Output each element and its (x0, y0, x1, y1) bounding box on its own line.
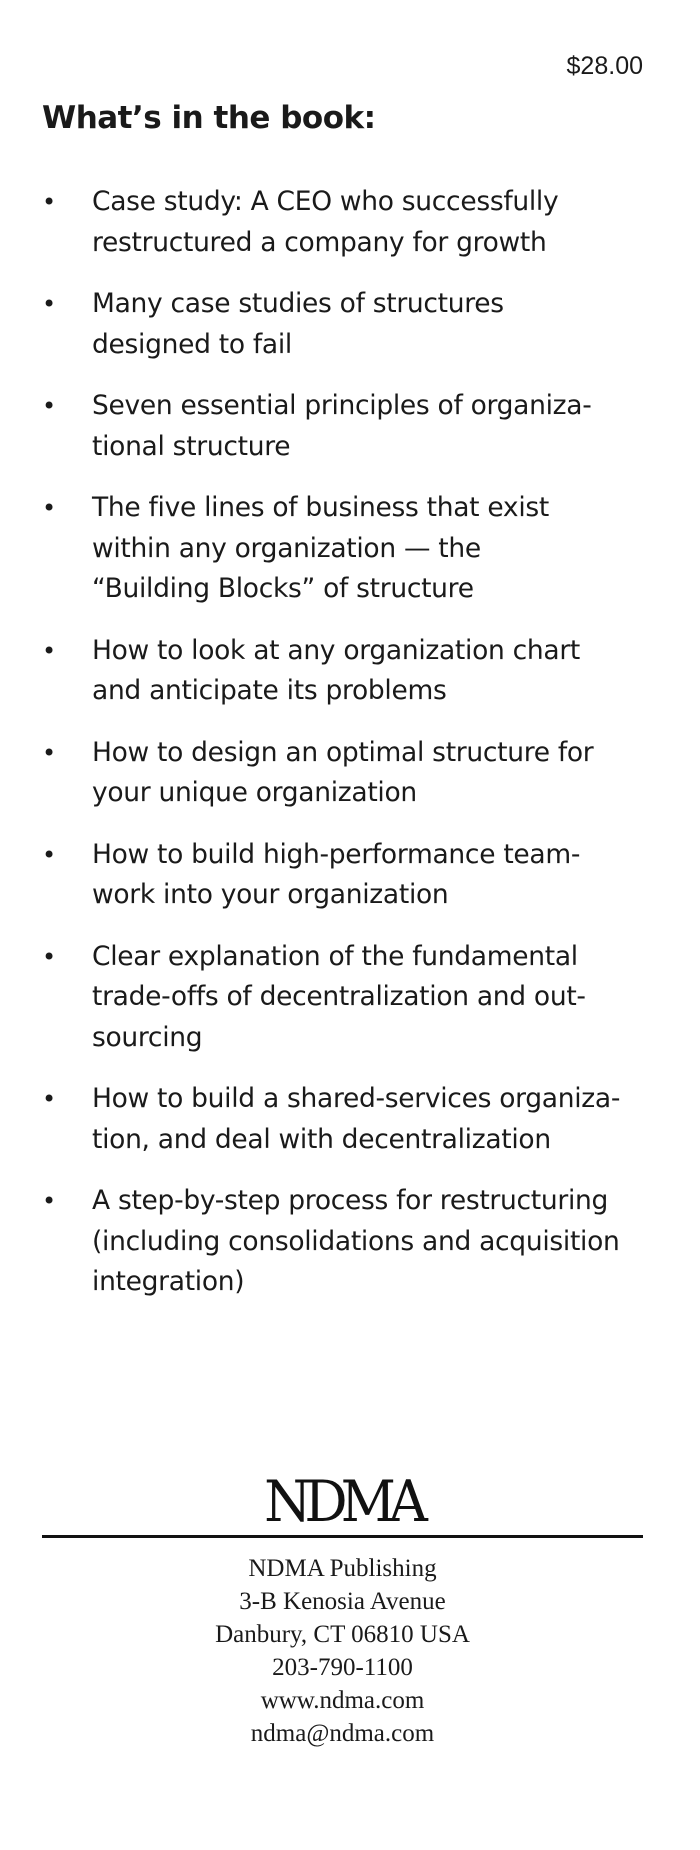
publisher-logo: NDMA (264, 1468, 421, 1535)
list-item-text: How to design an optimal structure for your unique organization (92, 736, 594, 808)
publisher-city: Danbury, CT 06810 USA (215, 1621, 470, 1648)
publisher-street: 3-B Kenosia Avenue (239, 1588, 446, 1615)
divider (42, 1535, 643, 1538)
bullet-icon: • (42, 738, 56, 767)
list-item (42, 284, 652, 365)
list-item (42, 386, 652, 467)
list-item-text: Many case studies of structures designed to fail (92, 288, 504, 360)
list-item-text: How to build high-performance team- work into your organization (92, 838, 581, 910)
list-item-text: Case study: A CEO who successfully restructured a company for growth (92, 186, 559, 258)
bullet-icon: • (42, 392, 56, 420)
publisher-address (42, 1552, 643, 1750)
list-item-text: How to build a shared-services organiza- tion, and deal with decentralization (92, 1083, 621, 1155)
list-item (42, 835, 652, 916)
bullet-icon: • (42, 840, 56, 869)
publisher-website: www.ndma.com (260, 1687, 425, 1714)
bullet-icon: • (42, 290, 56, 318)
publisher-email: ndma@ndma.com (250, 1720, 435, 1747)
list-item-text: Clear explanation of the fundamental trade-offs of decentralization and out- sourcing (92, 940, 586, 1053)
bullet-icon: • (42, 636, 56, 665)
list-item (42, 1181, 652, 1303)
bullet-icon: • (42, 494, 56, 522)
bullet-icon: • (42, 1187, 56, 1215)
list-item-text: A step-by-step process for restructuring (including consolidations and acquisition integration) (92, 1185, 620, 1297)
bullet-icon: • (42, 1085, 56, 1113)
section-heading: What’s in the book: (42, 100, 376, 136)
publisher-name: NDMA Publishing (248, 1555, 437, 1582)
list-item (42, 488, 652, 610)
publisher-footer (42, 1468, 643, 1750)
list-item (42, 631, 652, 712)
price-label: $28.00 (566, 52, 643, 80)
contents-list (42, 182, 652, 1324)
list-item-text: Seven essential principles of organiza- tional structure (92, 390, 592, 462)
bullet-icon: • (42, 188, 56, 216)
bullet-icon: • (42, 942, 56, 971)
list-item (42, 182, 652, 263)
list-item (42, 733, 652, 814)
list-item (42, 937, 652, 1059)
list-item (42, 1079, 652, 1160)
list-item-text: The five lines of business that exist within any organization — the “Building Blocks” of structure (92, 492, 549, 604)
publisher-phone: 203-790-1100 (272, 1654, 413, 1681)
list-item-text: How to look at any organization chart and anticipate its problems (92, 634, 581, 706)
